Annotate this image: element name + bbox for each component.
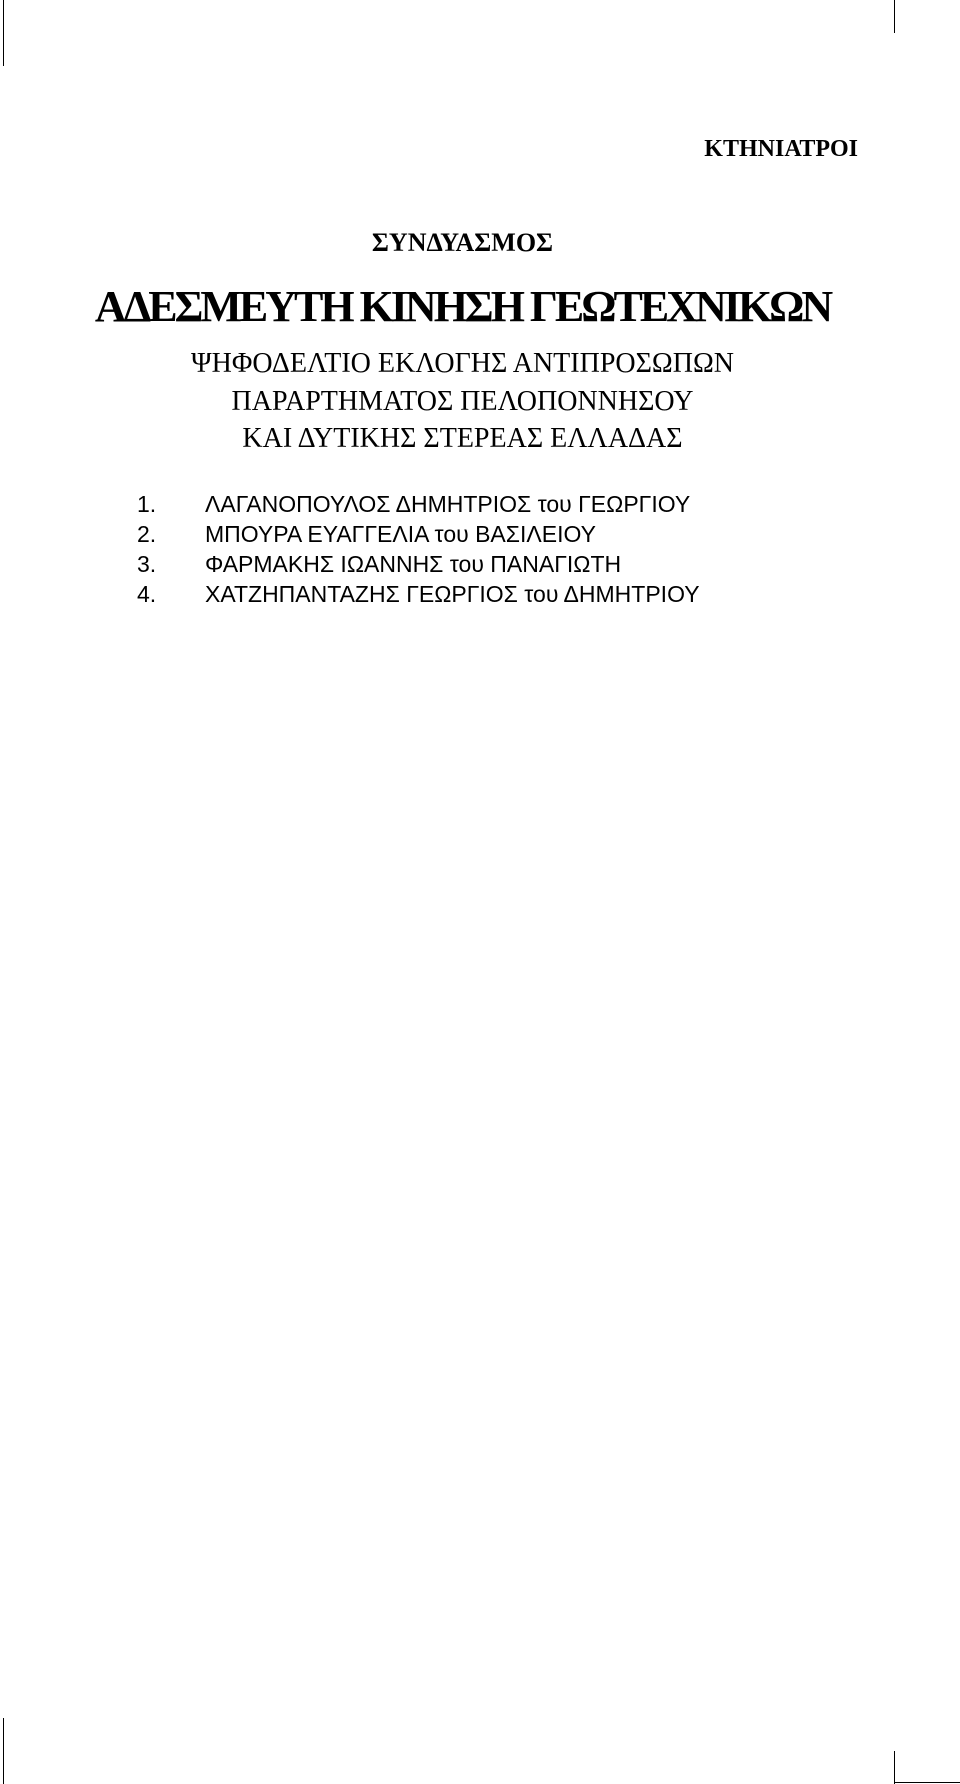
candidate-name: ΧΑΤΖΗΠΑΝΤΑΖΗΣ ΓΕΩΡΓΙΟΣ του ΔΗΜΗΤΡΙΟΥ	[205, 581, 700, 607]
candidate-item	[137, 579, 700, 609]
candidate-name: ΜΠΟΥΡΑ ΕΥΑΓΓΕΛΙΑ του ΒΑΣΙΛΕΙΟΥ	[205, 521, 596, 547]
candidate-name: ΛΑΓΑΝΟΠΟΥΛΟΣ ΔΗΜΗΤΡΙΟΣ του ΓΕΩΡΓΙΟΥ	[205, 491, 691, 517]
alliance-name: ΑΔΕΣΜΕΥΤΗ ΚΙΝΗΣΗ ΓΕΩΤΕΧΝΙΚΩΝ	[94, 282, 831, 331]
candidate-number: 2.	[137, 521, 157, 547]
ballot-title-line-2: ΠΑΡΑΡΤΗΜΑΤΟΣ ΠΕΛΟΠΟΝΝΗΣΟΥ	[231, 386, 694, 417]
candidate-item	[137, 519, 700, 549]
crop-mark-top-left	[3, 0, 4, 66]
category-heading: ΚΤΗΝΙΑΤΡΟΙ	[704, 136, 858, 162]
crop-mark-top-right	[894, 0, 895, 33]
crop-mark-bottom-left	[3, 1718, 4, 1784]
candidate-name: ΦΑΡΜΑΚΗΣ ΙΩΑΝΝΗΣ του ΠΑΝΑΓΙΩΤΗ	[205, 551, 622, 577]
ballot-title-line-1: ΨΗΦΟΔΕΛΤΙΟ ΕΚΛΟΓΗΣ ΑΝΤΙΠΡΟΣΩΠΩΝ	[191, 348, 734, 379]
alliance-label: ΣΥΝΔΥΑΣΜΟΣ	[371, 228, 554, 257]
candidate-number: 4.	[137, 581, 157, 607]
crop-mark-bottom-right-horizontal	[894, 1782, 960, 1783]
candidate-list	[137, 489, 700, 609]
candidate-number: 1.	[137, 491, 157, 517]
crop-mark-bottom-right-vertical	[894, 1751, 895, 1784]
candidate-item	[137, 549, 700, 579]
candidate-number: 3.	[137, 551, 157, 577]
candidate-item	[137, 489, 700, 519]
ballot-title-line-3: ΚΑΙ ΔΥΤΙΚΗΣ ΣΤΕΡΕΑΣ ΕΛΛΑΔΑΣ	[242, 423, 683, 454]
